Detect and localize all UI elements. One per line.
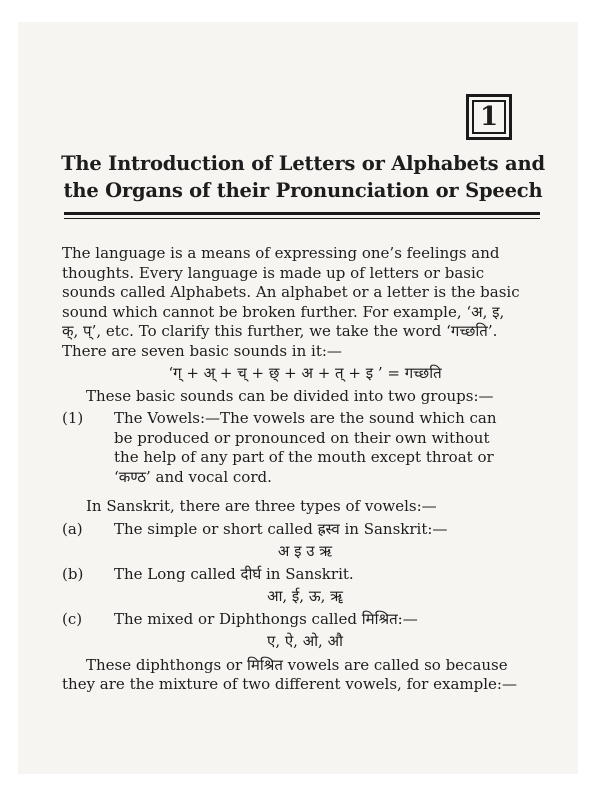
vowel-letters: ए, ऐ, ओ, औ [267, 632, 343, 650]
vowels-line: ‘कण्ठ’ and vocal cord. [114, 467, 272, 486]
vowel-letters: अ इ उ ऋ [277, 542, 333, 560]
sound-breakdown: ‘ग् + अ् + च् + छ् + अ + त् + इ ’ = गच्छति [168, 364, 442, 382]
chapter-title [48, 150, 558, 204]
intro-line: thoughts. Every language is made up of letters or basic [62, 263, 485, 282]
vowels-item-text [114, 409, 548, 487]
intro-line: क्, प्’, etc. To clarify this further, we take the word ‘गच्छति’. [62, 322, 498, 340]
vowel-type-text: The mixed or Diphthongs called मिश्रित:— [114, 609, 418, 628]
vowel-type-item [62, 565, 548, 585]
title-rule-thick [64, 212, 540, 215]
groups-line: These basic sounds can be divided into two groups:— [86, 386, 494, 405]
closing-line: they are the mixture of two different vowels, for example:— [62, 675, 517, 693]
vowel-type-text: The Long called दीर्घ in Sanskrit. [114, 564, 354, 583]
types-line: In Sanskrit, there are three types of vowels:— [86, 497, 437, 515]
closing-paragraph [62, 656, 548, 695]
closing-line: These diphthongs or मिश्रित vowels are called so because [86, 655, 508, 674]
vowel-type-text: The simple or short called ह्रस्व in Sanskrit:— [114, 519, 448, 538]
vowel-type-label: (b) [62, 564, 84, 583]
intro-line: The language is a means of expressing one’s feelings and [62, 244, 500, 262]
vowel-type-item [62, 610, 548, 630]
vowels-item-number: (1) [62, 409, 84, 427]
chapter-title-line-1: The Introduction of Letters or Alphabets and [61, 152, 545, 175]
body-text [62, 244, 548, 695]
vowels-line: The Vowels:—The vowels are the sound which can [114, 409, 497, 427]
chapter-number-box [466, 94, 512, 140]
intro-line: There are seven basic sounds in it:— [62, 341, 342, 360]
chapter-number: 1 [472, 100, 506, 134]
vowel-type-label: (a) [62, 519, 83, 538]
vowels-line: be produced or pronounced on their own without [114, 428, 490, 447]
vowel-letters: आ, ई, ऊ, ॠ [267, 587, 343, 605]
intro-line: sounds called Alphabets. An alphabet or a letter is the basic [62, 283, 520, 301]
vowels-line: the help of any part of the mouth except throat or [114, 448, 494, 466]
intro-line: sound which cannot be broken further. For example, ‘अ, इ, [62, 302, 505, 321]
intro-paragraph [62, 244, 548, 361]
vowel-type-label: (c) [62, 609, 83, 628]
chapter-title-line-2: the Organs of their Pronunciation or Speech [63, 179, 543, 202]
title-rule-thin [64, 218, 540, 219]
vowels-item [62, 409, 548, 487]
vowel-type-item [62, 520, 548, 540]
book-page [18, 22, 578, 774]
